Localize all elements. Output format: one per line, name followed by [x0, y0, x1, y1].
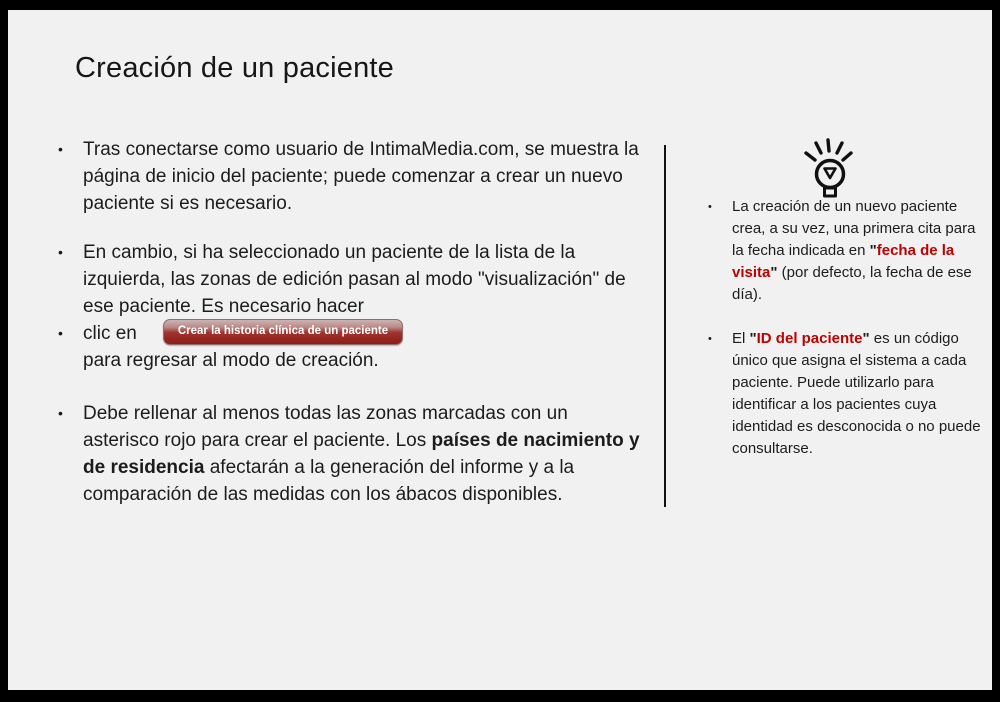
bullet3-prefix: clic en — [83, 323, 137, 344]
bullet-marker: • — [58, 405, 63, 421]
left-text-column — [58, 136, 658, 508]
bullet-marker: • — [708, 333, 712, 345]
bullet3-suffix: para regresar al modo de creación. — [83, 350, 379, 371]
note-item-2 — [708, 328, 988, 460]
note2-highlight: ID del paciente — [756, 330, 863, 347]
bullet-marker: • — [58, 325, 63, 341]
bullet-item-3 — [58, 320, 658, 374]
note1-quote-close: " — [770, 264, 778, 281]
note1-seg2: (por defecto, la fecha de ese día). — [732, 264, 972, 303]
bullet4-bold: países de nacimiento y de residencia — [83, 430, 640, 478]
create-patient-record-button[interactable]: Crear la historia clínica de un paciente — [163, 319, 403, 345]
note2-quote-open: " — [749, 330, 757, 347]
bullet-item-4 — [58, 400, 658, 508]
right-note-column — [708, 196, 988, 460]
slide-canvas — [8, 10, 992, 690]
note1-seg1: La creación de un nuevo paciente crea, a su vez, una primera cita para la fecha indicada en — [732, 198, 976, 259]
note-text — [732, 328, 988, 460]
note2-seg1: El — [732, 330, 750, 347]
bullet-text: Tras conectarse como usuario de IntimaMedia.com, se muestra la página de inicio del paciente; puede comenzar a crear un nuevo paciente si es necesario. — [83, 139, 639, 214]
bullet4-seg1: Debe rellenar al menos todas las zonas marcadas con un asterisco rojo para crear el paciente. Los — [83, 403, 568, 451]
bullet-text: En cambio, si ha seleccionado un paciente de la lista de la izquierda, las zonas de edición pasan al modo "visualización" de ese paciente. Es necesario hacer — [83, 242, 626, 317]
note1-quote-open: " — [869, 242, 877, 259]
note1-highlight: fecha de la visita — [732, 242, 955, 281]
note-item-1 — [708, 196, 988, 306]
note-text — [732, 196, 988, 306]
note2-seg2: es un código único que asigna el sistema a cada paciente. Puede utilizarlo para identificar a los pacientes cuya identidad es desconocida o no puede consultarse. — [732, 330, 981, 457]
bullet-item-1 — [58, 136, 658, 217]
column-divider-line — [664, 145, 666, 507]
bullet-text — [83, 400, 648, 508]
bullet4-seg2: afectarán a la generación del informe y a la comparación de las medidas con los ábacos disponibles. — [83, 457, 575, 505]
bullet-marker: • — [58, 244, 63, 260]
lightbulb-icon — [794, 134, 866, 205]
page-title: Creación de un paciente — [75, 52, 394, 84]
bullet-marker: • — [708, 201, 712, 213]
note2-quote-close: " — [862, 330, 870, 347]
bullet-item-2 — [58, 239, 658, 320]
bullet-marker: • — [58, 141, 63, 157]
bullet-text — [83, 320, 648, 374]
